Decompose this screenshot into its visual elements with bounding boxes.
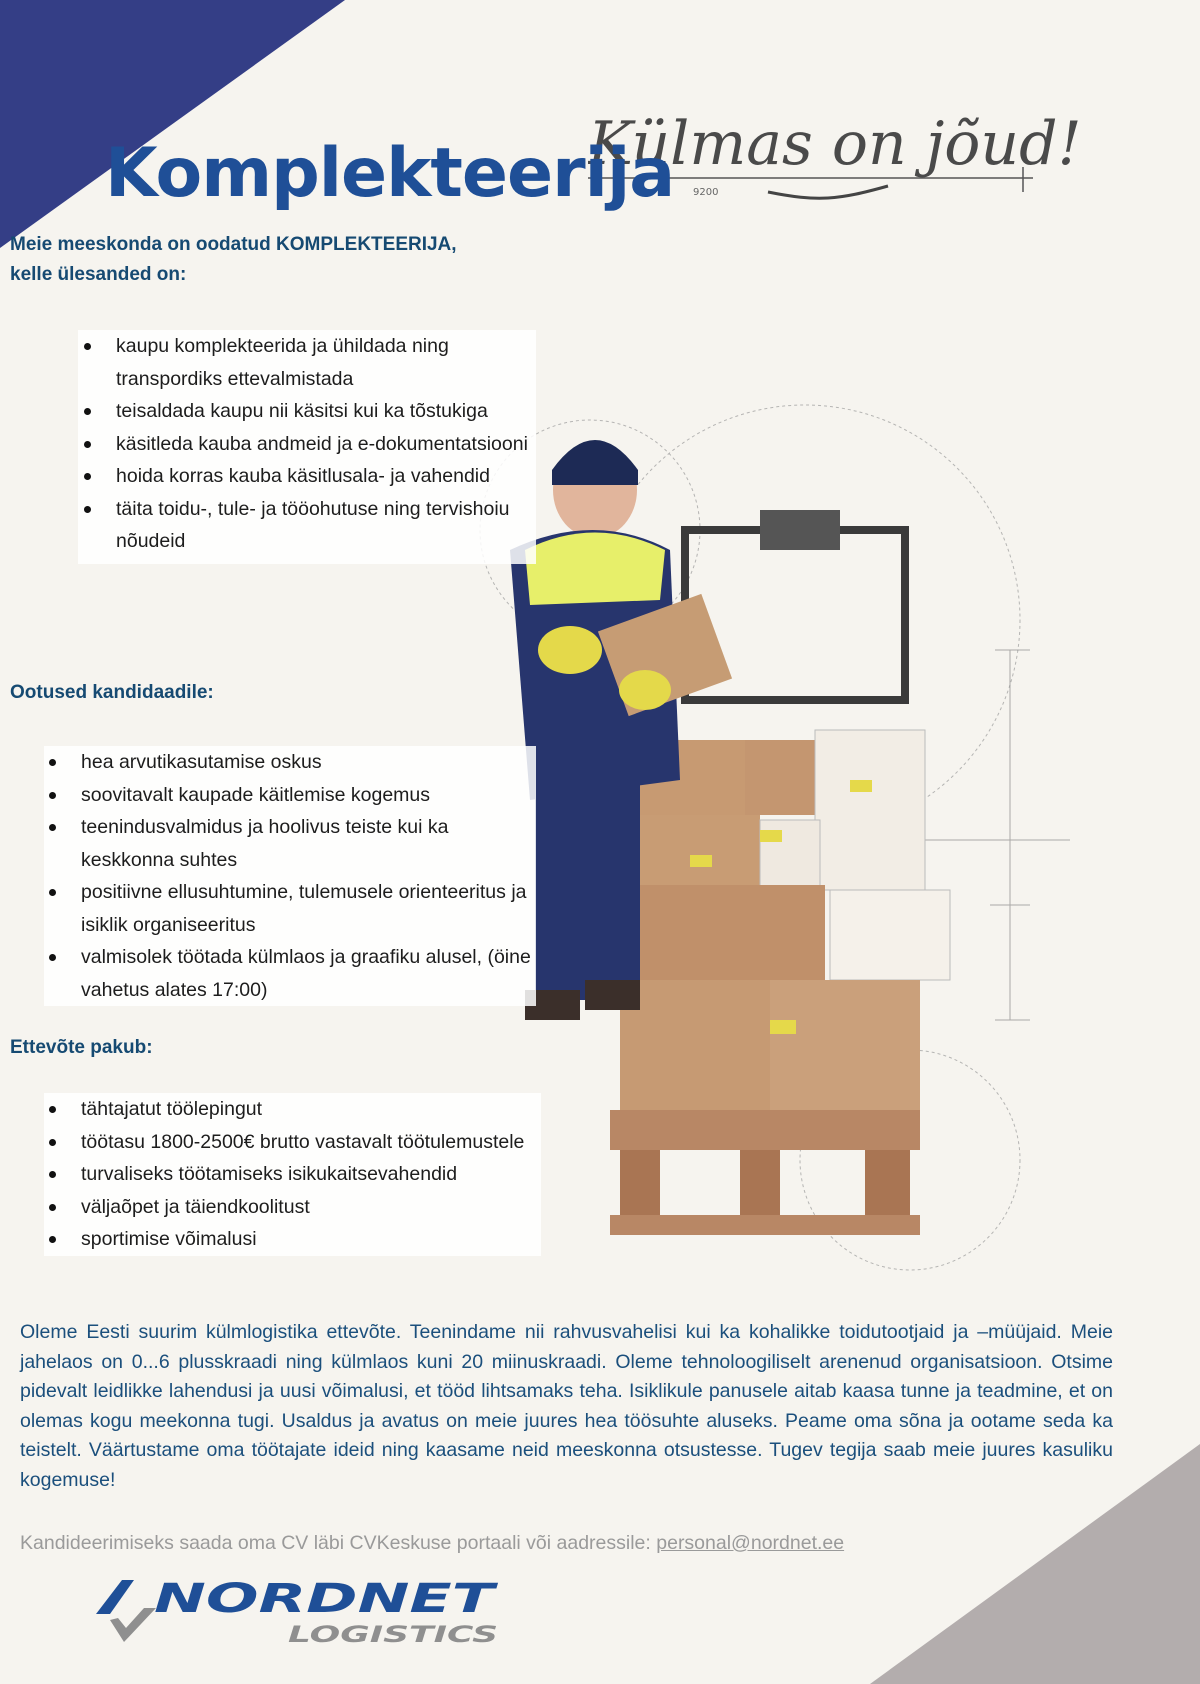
list-item (81, 746, 536, 779)
list-item (116, 428, 536, 461)
bullet-icon (49, 954, 56, 961)
list-item (116, 493, 536, 558)
slogan-text: Külmas on jõud! (588, 109, 1082, 179)
list-item-text: täita toidu-, tule- ja tööohutuse ning tervishoiu nõudeid (116, 497, 510, 552)
bullet-icon (49, 759, 56, 766)
offers-heading: Ettevõte pakub: (10, 1037, 153, 1058)
list-item (81, 779, 536, 812)
bullet-icon (49, 824, 56, 831)
offers-list (44, 1093, 541, 1256)
list-item (81, 1093, 541, 1126)
intro-heading-line1: Meie meeskonda on oodatud KOMPLEKTEERIJA, (10, 234, 457, 255)
list-item-text: käsitleda kauba andmeid ja e-dokumentatsiooni (116, 432, 528, 455)
list-item-text: sportimise võimalusi (81, 1228, 257, 1250)
list-item-text: soovitavalt kaupade käitlemise kogemus (81, 783, 431, 806)
list-item (81, 1223, 541, 1256)
list-item-text: väljaõpet ja täiendkoolitust (81, 1195, 310, 1218)
list-item-text: teenindusvalmidus ja hoolivus teiste kui ka keskkonna suhtes (81, 816, 449, 871)
list-item-text: turvaliseks töötamiseks isikukaitsevahendid (81, 1163, 458, 1185)
list-item (81, 1191, 541, 1224)
bullet-icon (84, 343, 91, 350)
list-item (81, 941, 536, 1006)
bullet-icon (49, 889, 56, 896)
company-description: Oleme Eesti suurim külmlogistika ettevõte. Teenindame nii rahvusvahelisi kui ka kohalikke toidutootjaid ja –müüjaid. Meie jahelaos on 0...6 plusskraadi ning külmlaos kuni 20 miinuskraadi. Oleme tehnoloogiliselt arenenud organisatsioon. Otsime pidevalt leidlikke lahendusi ja uusi võimalusi, et tööd lihtsamaks teha. Isiklikule panusele aitab kaasa tunne ja teadmine, et on olemas kogu meekonna tugi. Usaldus ja avatus on meie juures hea töösuhte aluseks. Peame oma sõna ja ootame seda ka teistelt. Väärtustame oma töötajate ideid ning kaasame neid meeskonna otsustesse. Tugev tegija saab meie juures kasuliku kogemuse! (20, 1321, 1113, 1491)
apply-instructions (20, 1532, 844, 1555)
worker-illustration (470, 400, 1110, 1280)
email-link[interactable]: personal@nordnet.ee (656, 1532, 845, 1554)
bullet-icon (49, 792, 56, 799)
bullet-icon (49, 1204, 56, 1211)
list-item-text: valmisolek töötada külmlaos ja graafiku alusel, (öine vahetus alates 17:00) (81, 946, 531, 1001)
list-item-text: positiivne ellusuhtumine, tulemusele orienteeritus ja isiklik organiseeritus (81, 881, 527, 936)
list-item (116, 395, 536, 428)
list-item (81, 811, 536, 876)
expectations-heading: Ootused kandidaadile: (10, 682, 214, 703)
nordnet-logo (88, 1572, 548, 1648)
list-item-text: hoida korras kauba käsitlusala- ja vahendid (116, 465, 490, 487)
list-item (81, 1158, 541, 1191)
list-item-text: hea arvutikasutamise oskus (81, 751, 322, 773)
logo-subtitle: LOGISTICS (288, 1623, 498, 1648)
intro-heading (10, 230, 457, 290)
bullet-icon (84, 408, 91, 415)
bullet-icon (49, 1171, 56, 1178)
apply-text: Kandideerimiseks saada oma CV läbi CVKeskuse portaali või aadressile: (20, 1532, 657, 1554)
list-item (81, 876, 536, 941)
list-item-text: kaupu komplekteerida ja ühildada ning transpordiks ettevalmistada (116, 335, 449, 390)
logo-mark-icon (96, 1580, 134, 1614)
list-item-text: tähtajatut töölepingut (81, 1098, 263, 1120)
bullet-icon (49, 1106, 56, 1113)
list-item (81, 1126, 541, 1159)
bullet-icon (49, 1236, 56, 1243)
bullet-icon (49, 1139, 56, 1146)
list-item-text: teisaldada kaupu nii käsitsi kui ka tõstukiga (116, 400, 488, 422)
list-item-text: töötasu 1800-2500€ brutto vastavalt töötulemustele (81, 1130, 525, 1153)
list-item (116, 460, 536, 493)
bullet-icon (84, 441, 91, 448)
intro-heading-line2: kelle ülesanded on: (10, 264, 187, 285)
page-title: Komplekteerija (105, 134, 675, 213)
logo-name: NORDNET (154, 1576, 499, 1622)
bullet-icon (84, 473, 91, 480)
bullet-icon (84, 506, 91, 513)
sketch-label: 9200 (693, 187, 719, 198)
duties-list (78, 330, 536, 564)
list-item (116, 330, 536, 395)
expectations-list (44, 746, 536, 1006)
